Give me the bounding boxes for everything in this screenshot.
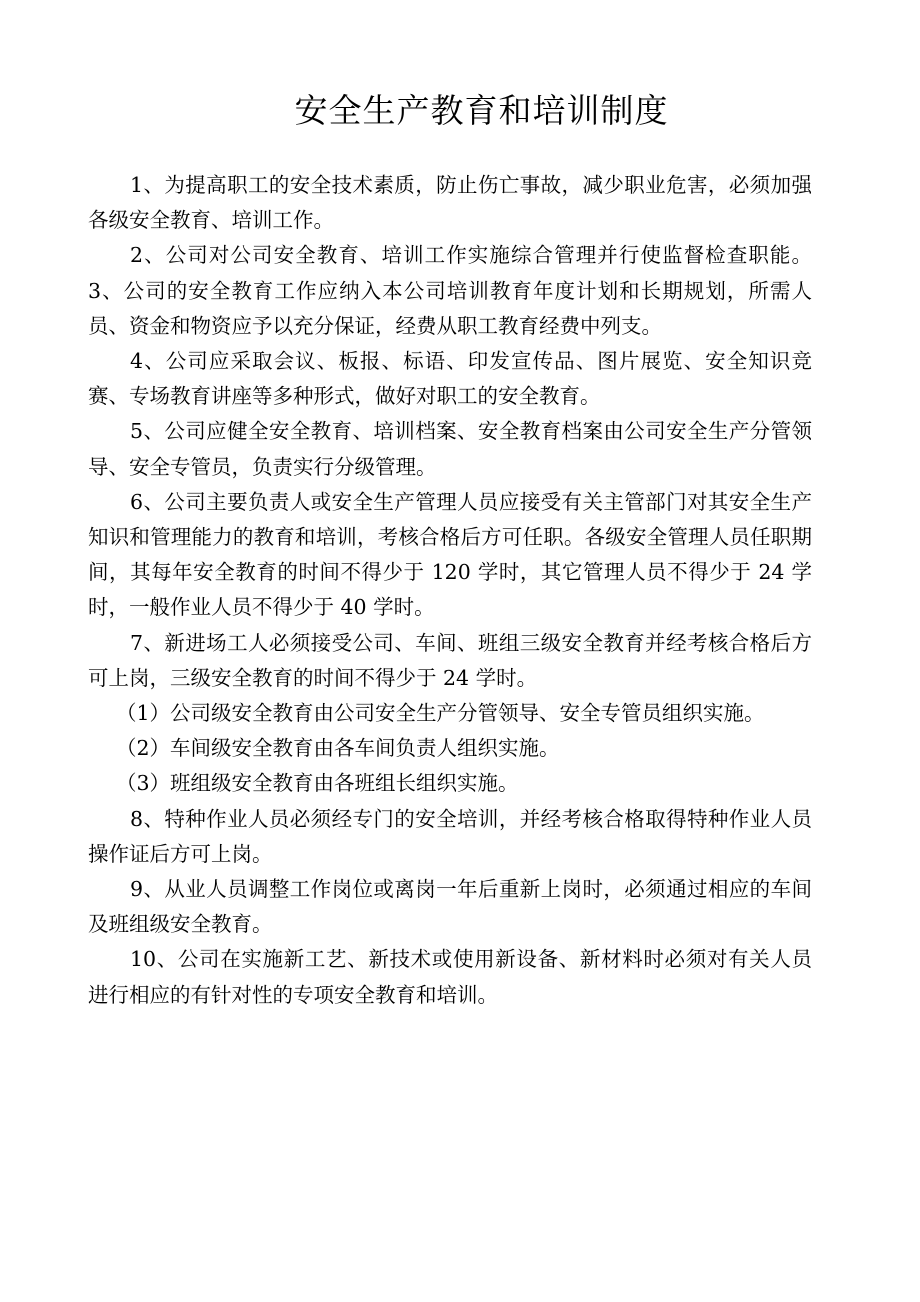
sub-item-2: （2）车间级安全教育由各车间负责人组织实施。: [116, 736, 560, 761]
paragraph-7: 7、新进场工人必须接受公司、车间、班组三级安全教育并经考核合格后方可上岗，三级安全教育的时间不得少于 24 学时。: [88, 630, 812, 690]
paragraph-5: 5、公司应健全安全教育、培训档案、安全教育档案由公司安全生产分管领导、安全专管员，负责实行分级管理。: [88, 419, 812, 479]
paragraph-1: 1、为提高职工的安全技术素质，防止伤亡事故，减少职业危害，必须加强各级安全教育、培训工作。: [88, 173, 812, 233]
paragraph-8: 8、特种作业人员必须经专门的安全培训，并经考核合格取得特种作业人员操作证后方可上岗。: [88, 806, 812, 866]
paragraph-2-3: 2、公司对公司安全教育、培训工作实施综合管理并行使监督检查职能。3、公司的安全教育工作应纳入本公司培训教育年度计划和长期规划，所需人员、资金和物资应予以充分保证，经费从职工教育经费中列支。: [88, 243, 812, 338]
paragraph-4: 4、公司应采取会议、板报、标语、印发宣传品、图片展览、安全知识竞赛、专场教育讲座等多种形式，做好对职工的安全教育。: [88, 349, 812, 409]
sub-item-3: （3）班组级安全教育由各班组长组织实施。: [116, 771, 519, 796]
sub-item-1: （1）公司级安全教育由公司安全生产分管领导、安全专管员组织实施。: [116, 701, 765, 726]
paragraph-9: 9、从业人员调整工作岗位或离岗一年后重新上岗时，必须通过相应的车间及班组级安全教育。: [88, 877, 812, 937]
document-title: 安全生产教育和培训制度: [294, 91, 669, 130]
paragraph-10: 10、公司在实施新工艺、新技术或使用新设备、新材料时必须对有关人员进行相应的有针对性的专项安全教育和培训。: [88, 947, 812, 1007]
paragraph-6: 6、公司主要负责人或安全生产管理人员应接受有关主管部门对其安全生产知识和管理能力的教育和培训，考核合格后方可任职。各级安全管理人员任职期间，其每年安全教育的时间不得少于 120 学时，其它管理人员不得少于 24 学时，一般作业人员不得少于 40 学时。: [88, 489, 812, 620]
document-body: [88, 168, 812, 1013]
